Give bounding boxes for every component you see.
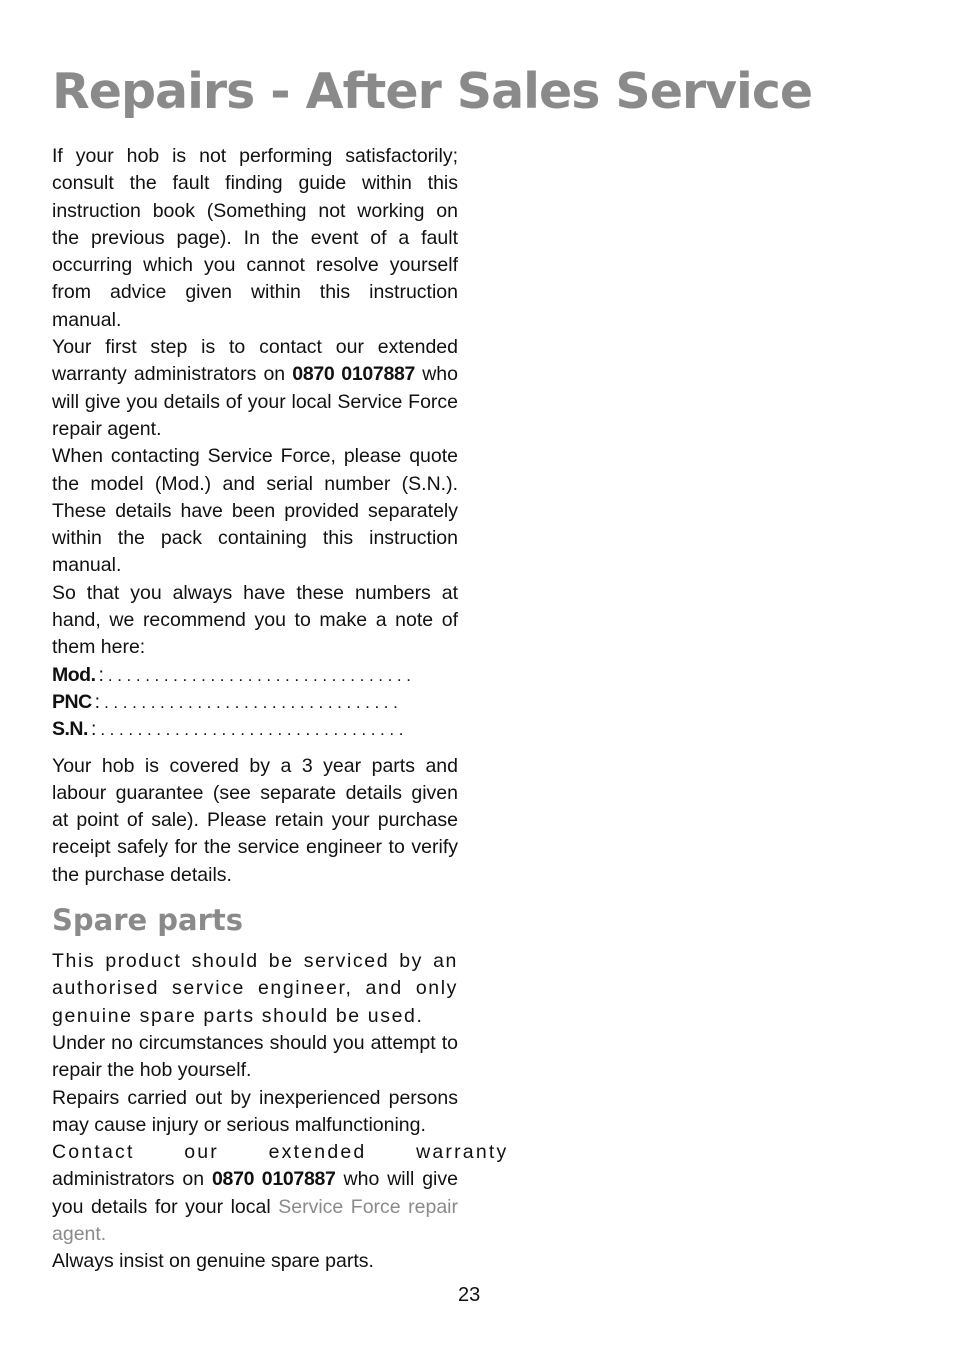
serial-number-field [52, 716, 458, 743]
spare-contact-text-before: administrators on [52, 1168, 205, 1191]
serial-fields [52, 662, 458, 744]
spare-parts-contact-paragraph [52, 1166, 458, 1248]
model-field [52, 662, 458, 689]
spare-parts-risk-paragraph: Repairs carried out by inexperienced persons may cause injury or serious malfunctioning. [52, 1086, 458, 1136]
spare-parts-phone-number: 0870 0107887 [211, 1168, 336, 1191]
quote-paragraph: When contacting Service Force, please quote the model (Mod.) and serial number (S.N.). These details have been provided separately within the pack containing this instruction manual. [52, 445, 458, 577]
pnc-blank-line: ................................ [104, 692, 403, 712]
serial-number-label: S.N. [52, 718, 88, 741]
contact-text-after: who will give you details of your local Service Force repair agent. [52, 363, 458, 440]
contact-text-before: Your first step is to contact our extended warranty administrators on [52, 336, 458, 386]
genuine-parts-paragraph: Always insist on genuine spare parts. [52, 1250, 374, 1273]
service-force-agent-text: Service Force repair agent. [52, 1195, 459, 1245]
spare-contact-text-after: who will give you details for your local [52, 1168, 458, 1218]
pnc-label: PNC [52, 690, 92, 713]
spare-parts-warning-paragraph: Under no circumstances should you attempt to repair the hob yourself. [52, 1031, 458, 1082]
page-number: 23 [458, 1284, 481, 1306]
spare-parts-service-paragraph: This product should be serviced by an authorised service engineer, and only genuine spare parts should be used. [52, 950, 458, 1027]
pnc-field [52, 689, 458, 716]
serial-number-blank-line: ................................. [100, 720, 409, 740]
guarantee-paragraph: Your hob is covered by a 3 year parts and labour guarantee (see separate details given at point of sale). Please retain your purchase receipt safely for the service engineer to verify the purchase details. [52, 754, 458, 886]
model-label: Mod. [52, 663, 96, 686]
warranty-phone-number: 0870 0107887 [292, 363, 416, 386]
page-title: Repairs - After Sales Service [52, 63, 813, 120]
model-blank-line: ................................. [107, 665, 416, 685]
serial-number-separator: : [90, 718, 97, 741]
note-paragraph: So that you always have these numbers at hand, we recommend you to make a note of them here: [52, 581, 458, 659]
contact-paragraph [52, 334, 458, 443]
spare-parts-contact-line: Contact our extended warranty [52, 1141, 509, 1164]
intro-paragraph: If your hob is not performing satisfactorily; consult the fault finding guide within this instruction book (Something not working on the previous page). In the event of a fault occurring which you cannot resolve yourself from advice given within this instruction manual. [52, 145, 458, 331]
main-column [52, 143, 509, 1276]
model-separator: : [98, 663, 104, 686]
spare-parts-heading: Spare parts [52, 903, 244, 938]
pnc-separator: : [94, 690, 101, 713]
